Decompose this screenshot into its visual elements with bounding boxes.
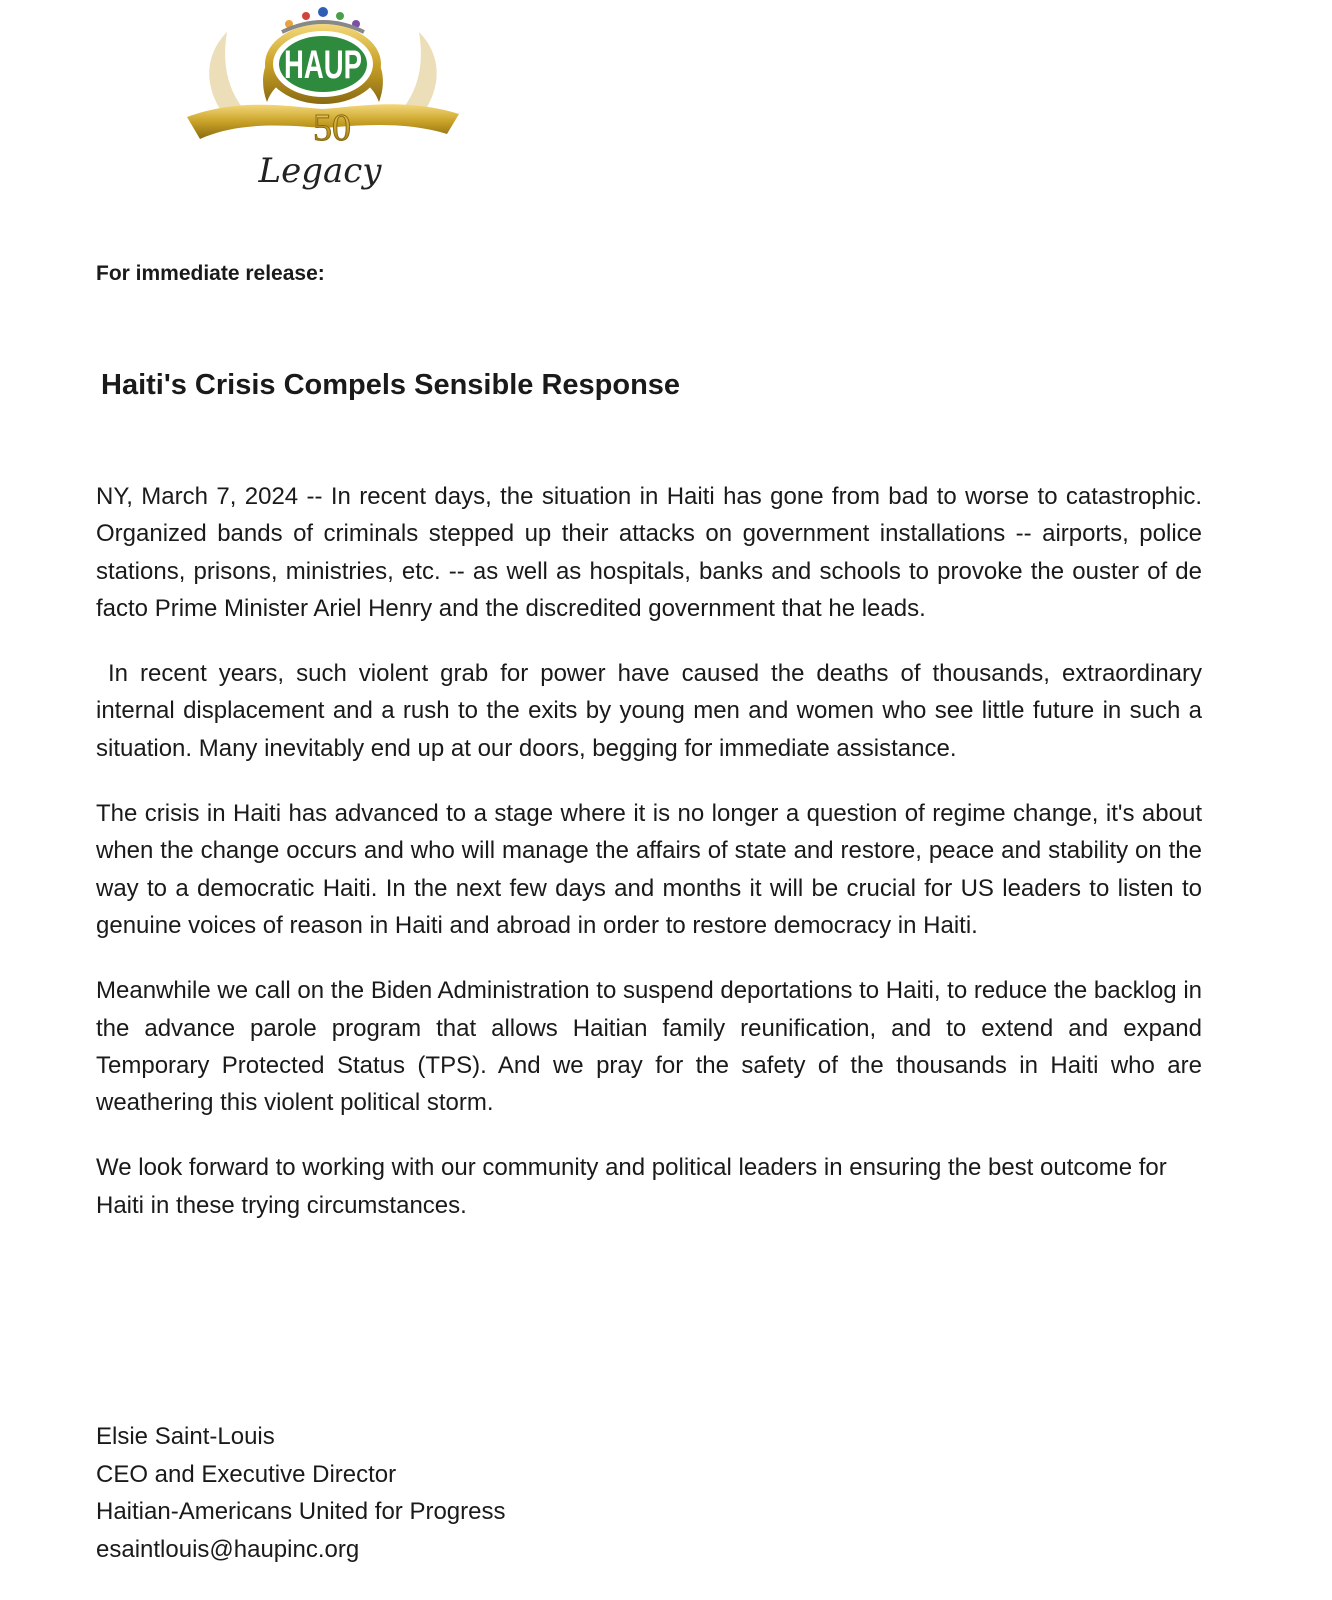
- signature-block: [96, 1418, 506, 1568]
- press-release-body: [96, 478, 1209, 1252]
- paragraph: We look forward to working with our community and political leaders in ensuring the best outcome for Haiti in these trying circumstances.: [96, 1154, 1167, 1219]
- release-label: For immediate release:: [96, 262, 325, 285]
- paragraph: NY, March 7, 2024 -- In recent days, the situation in Haiti has gone from bad to worse to catastrophic. Organized bands of criminals stepped up their attacks on government installations -- airports, police stations, prisons, ministries, etc. -- as well as hospitals, banks and schools to provoke the ouster of de facto Prime Minister Ariel Henry and the discredited government that he leads.: [96, 483, 1202, 622]
- signatory-name: Elsie Saint-Louis: [96, 1423, 275, 1450]
- svg-text:50: 50: [313, 107, 351, 149]
- page-title: Haiti's Crisis Compels Sensible Response: [101, 369, 681, 401]
- signatory-organization: Haitian-Americans United for Progress: [96, 1498, 506, 1526]
- paragraph: The crisis in Haiti has advanced to a stage where it is no longer a question of regime change, it's about when the change occurs and who will manage the affairs of state and restore, peace and stability on the way to a democratic Haiti. In the next few days and months it will be crucial for US leaders to listen to genuine voices of reason in Haiti and abroad in order to restore democracy in Haiti.: [96, 800, 1202, 939]
- haup-50-legacy-logo: [182, 2, 464, 198]
- signatory-email[interactable]: esaintlouis@haupinc.org: [96, 1535, 360, 1563]
- svg-text:Legacy: Legacy: [258, 151, 382, 191]
- paragraph: In recent years, such violent grab for power have caused the deaths of thousands, extraordinary internal displacement and a rush to the exits by young men and women who see little future in such a situation. Many inevitably end up at our doors, begging for immediate assistance.: [96, 660, 1209, 762]
- svg-text:HAUP: HAUP: [284, 43, 362, 87]
- paragraph: Meanwhile we call on the Biden Administration to suspend deportations to Haiti, to reduce the backlog in the advance parole program that allows Haitian family reunification, and to extend and expand Temporary Protected Status (TPS). And we pray for the safety of the thousands in Haiti who are weathering this violent political storm.: [96, 977, 1202, 1117]
- signatory-role: CEO and Executive Director: [96, 1460, 397, 1488]
